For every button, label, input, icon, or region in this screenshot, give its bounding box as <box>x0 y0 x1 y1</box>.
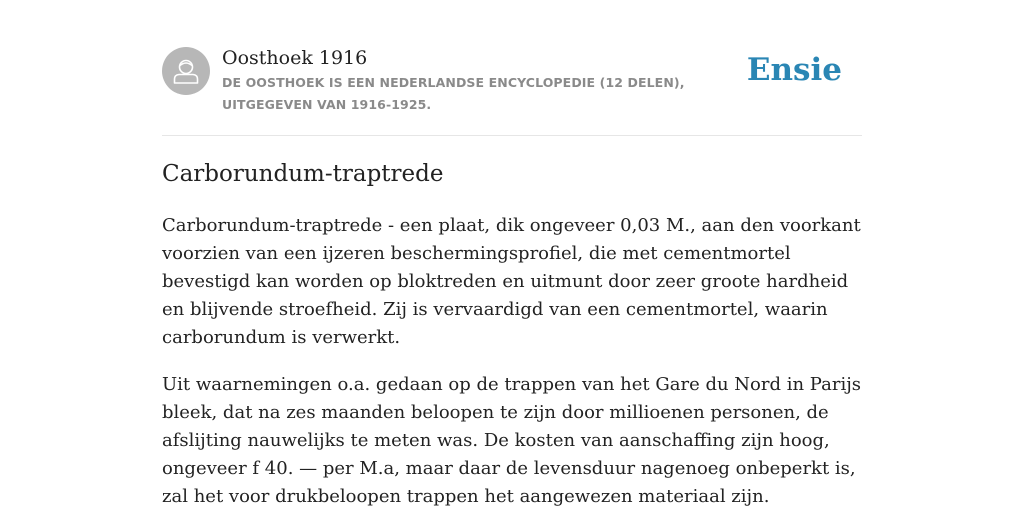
ensie-logo-link[interactable]: Ensie <box>746 52 842 88</box>
user-icon <box>162 47 210 95</box>
article-paragraph: Carborundum-traptrede - een plaat, dik ongeveer 0,03 M., aan den voorkant voorzien van een ijzeren beschermingsprofiel, die met cementmortel bevestigd kan worden op bloktreden en uitmunt door zeer groote hardheid en blijvende stroefheid. Zij is vervaardigd van een cementmortel, waarin carborundum is verwerkt. <box>162 215 861 348</box>
article-body <box>162 212 862 530</box>
source-title[interactable]: Oosthoek 1916 <box>222 47 368 69</box>
article-title: Carborundum-traptrede <box>162 161 444 187</box>
avatar[interactable] <box>162 47 210 95</box>
page <box>162 0 862 512</box>
header-divider <box>162 135 862 136</box>
source-description: DE OOSTHOEK IS EEN NEDERLANDSE ENCYCLOPEDIE (12 DELEN), UITGEGEVEN VAN 1916-1925. <box>222 75 685 112</box>
article-paragraph: Uit waarnemingen o.a. gedaan op de trappen van het Gare du Nord in Parijs bleek, dat na zes maanden beloopen te zijn door millioenen personen, de afslijting nauwelijks te meten was. De kosten van aanschaffing zijn hoog, ongeveer f 40. — per M.a, maar daar de levensduur nagenoeg onbeperkt is, zal het voor drukbeloopen trappen het aangewezen materiaal zijn. <box>162 374 862 507</box>
source-header <box>162 46 862 116</box>
